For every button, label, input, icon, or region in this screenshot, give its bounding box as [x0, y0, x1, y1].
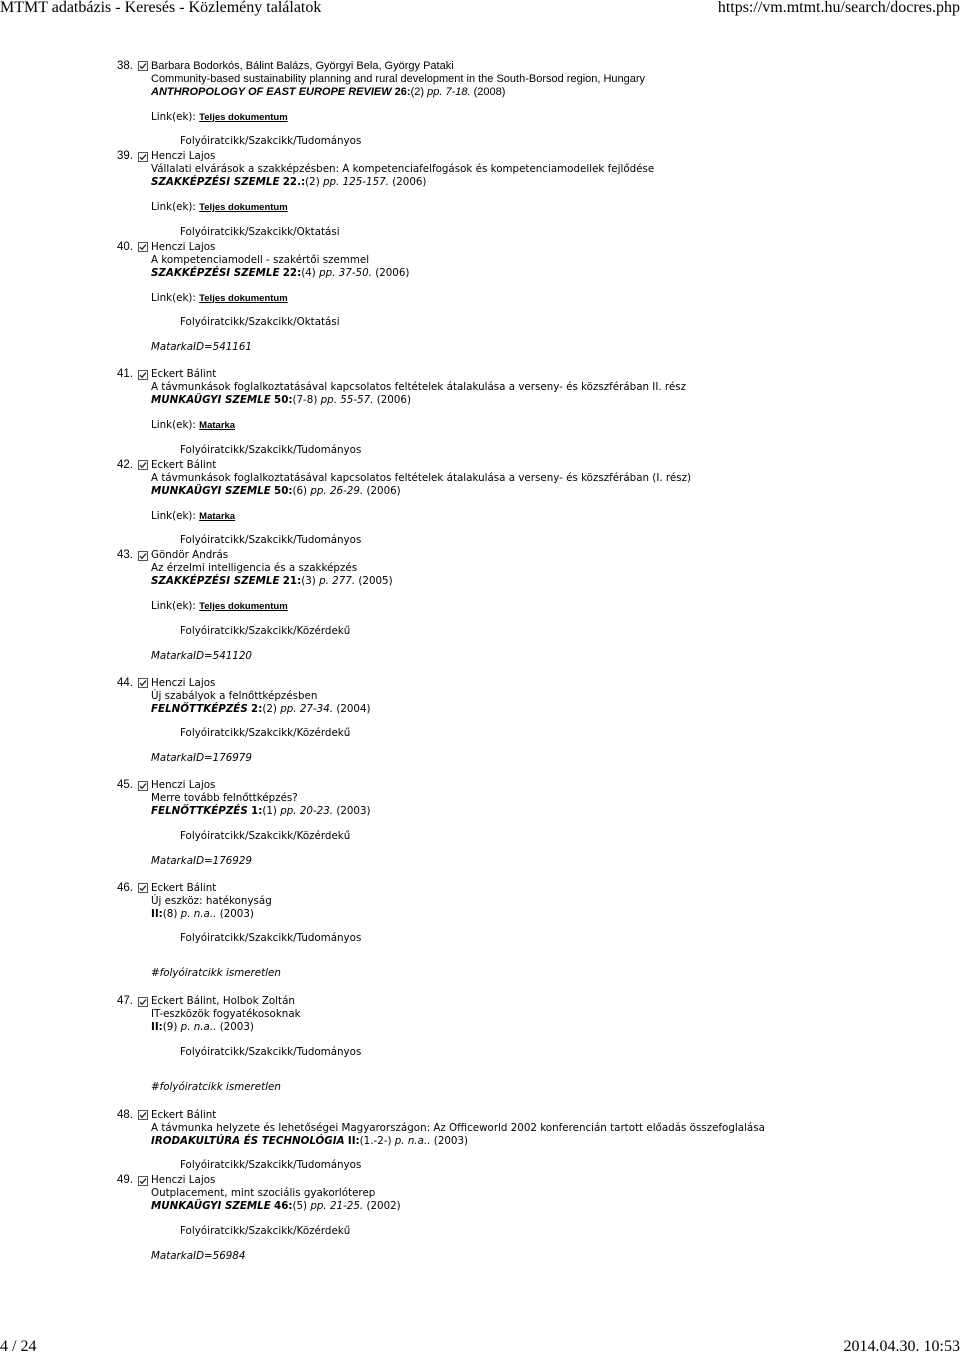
year: (2003): [219, 1021, 254, 1033]
result-entry: [0, 459, 960, 548]
pages: pp. 55-57.: [320, 394, 374, 406]
result-number: 47.: [117, 995, 133, 1007]
matarka-id: MatarkaID=541120: [151, 649, 252, 662]
source-line: [151, 394, 960, 407]
checked-checkbox-icon[interactable]: [138, 781, 148, 791]
source-line: [151, 1135, 960, 1148]
entry-citation: [151, 995, 960, 1034]
volume: 50:: [274, 484, 293, 497]
publication-type: Folyóiratcikk/Szakcikk/Tudományos: [180, 534, 362, 546]
issue: (7-8): [292, 394, 318, 406]
year: (2006): [375, 266, 410, 279]
links-row: [151, 419, 960, 432]
checked-checkbox-icon[interactable]: [138, 1176, 148, 1186]
checked-checkbox-icon[interactable]: [138, 551, 148, 561]
journal-name: ANTHROPOLOGY OF EAST EUROPE REVIEW: [151, 85, 392, 98]
pages: pp. 27-34.: [280, 702, 334, 715]
issue: (1): [262, 805, 277, 817]
document-link[interactable]: Matarka: [199, 420, 236, 431]
checked-checkbox-icon[interactable]: [138, 883, 148, 893]
entry-citation: [151, 1109, 960, 1148]
result-number: 46.: [117, 881, 133, 894]
page-header-title: MTMT adatbázis - Keresés - Közlemény találatok: [0, 0, 322, 16]
publication-type: Folyóiratcikk/Szakcikk/Tudományos: [180, 135, 362, 147]
publication-type: Folyóiratcikk/Szakcikk/Közérdekű: [180, 727, 351, 739]
authors: Henczi Lajos: [151, 1174, 216, 1186]
entry-citation: [151, 1174, 960, 1213]
authors: Eckert Bálint, Holbok Zoltán: [151, 995, 295, 1007]
journal-name: SZAKKÉPZÉSI SZEMLE: [151, 575, 280, 587]
result-number: 49.: [117, 1174, 133, 1186]
matarka-id: MatarkaID=176979: [151, 752, 252, 764]
checked-checkbox-icon[interactable]: [138, 1110, 148, 1120]
authors: Eckert Bálint: [151, 1108, 217, 1121]
pages: pp. 20-23.: [280, 805, 334, 817]
document-link[interactable]: Teljes dokumentum: [199, 202, 288, 213]
result-entry: [0, 150, 960, 239]
result-number: 48.: [117, 1108, 133, 1121]
result-number: 42.: [117, 458, 133, 471]
pages: pp. 26-29.: [310, 484, 364, 497]
source-line: [151, 485, 960, 498]
journal-name: IRODAKULTÚRA ÉS TECHNOLÓGIA: [151, 1134, 345, 1147]
publication-type: Folyóiratcikk/Szakcikk/Tudományos: [180, 932, 362, 944]
year: (2008): [473, 85, 506, 98]
journal-unknown-note: #folyóiratcikk ismeretlen: [151, 967, 281, 979]
publication-title: A kompetenciamodell - szakértői szemmel: [151, 253, 370, 266]
authors: Eckert Bálint: [151, 458, 217, 471]
year: (2006): [392, 176, 427, 188]
issue: (6): [292, 484, 308, 497]
issue: (8): [162, 907, 178, 920]
pages: pp. 37-50.: [319, 266, 372, 279]
volume: II:: [151, 907, 163, 920]
publication-title: A távmunkások foglalkoztatásával kapcsolatos feltételek átalakulása a verseny- és közszférában II. rész: [151, 381, 687, 393]
source-line: [151, 176, 960, 189]
result-entry: [0, 1109, 960, 1173]
issue: (2): [410, 85, 425, 98]
checked-checkbox-icon[interactable]: [138, 678, 148, 688]
links-label: Link(ek):: [151, 110, 196, 123]
source-line: [151, 1021, 960, 1034]
links-row: [151, 201, 960, 214]
document-link[interactable]: Teljes dokumentum: [199, 111, 288, 123]
authors: Eckert Bálint: [151, 368, 217, 380]
publication-type: Folyóiratcikk/Szakcikk/Tudományos: [180, 1045, 362, 1058]
volume: 22:: [282, 266, 302, 279]
search-results-list: [0, 60, 960, 1277]
result-number: 45.: [117, 779, 133, 791]
publication-title: Outplacement, mint szociális gyakorlóterep: [151, 1187, 376, 1199]
source-line: [151, 703, 960, 716]
page-counter: 4 / 24: [0, 1338, 37, 1355]
journal-name: MUNKAÜGYI SZEMLE: [151, 394, 271, 406]
volume: 21:: [282, 575, 302, 587]
publication-title: Új eszköz: hatékonyság: [151, 894, 272, 907]
pages: p. n.a..: [180, 907, 217, 920]
year: (2004): [336, 702, 371, 715]
checked-checkbox-icon[interactable]: [138, 370, 148, 380]
result-number: 43.: [117, 549, 133, 561]
publication-title: Community-based sustainability planning and rural development in the South-Borsod region, Hungary: [151, 72, 646, 85]
links-row: [151, 292, 960, 305]
authors: Henczi Lajos: [151, 240, 216, 253]
issue: (2): [262, 702, 277, 715]
links-row: [151, 510, 960, 523]
issue: (9): [162, 1021, 178, 1033]
links-label: Link(ek):: [151, 600, 196, 612]
entry-citation: [151, 779, 960, 818]
print-datetime: 2014.04.30. 10:53: [843, 1338, 960, 1355]
publication-type: Folyóiratcikk/Szakcikk/Közérdekű: [180, 624, 351, 637]
result-entry: [0, 882, 960, 994]
publication-title: Vállalati elvárások a szakképzésben: A kompetenciafelfogások és kompetenciamodellek fejlődése: [151, 163, 655, 175]
result-entry: [0, 60, 960, 149]
pages: p. 277.: [319, 575, 356, 587]
result-entry: [0, 1174, 960, 1275]
entry-citation: [151, 677, 960, 716]
source-line: [151, 267, 960, 280]
journal-name: MUNKAÜGYI SZEMLE: [151, 484, 271, 497]
result-entry: [0, 549, 960, 675]
entry-citation: [151, 549, 960, 588]
authors: Henczi Lajos: [151, 150, 216, 162]
volume: II:: [151, 1021, 163, 1033]
volume: 22.:: [282, 176, 306, 188]
publication-type: Folyóiratcikk/Szakcikk/Oktatási: [180, 316, 340, 328]
matarka-id: MatarkaID=541161: [151, 341, 252, 353]
issue: (5): [292, 1200, 308, 1212]
result-entry: [0, 368, 960, 457]
volume: 50:: [274, 394, 293, 406]
publication-title: Új szabályok a felnőttképzésben: [151, 689, 318, 702]
journal-name: MUNKAÜGYI SZEMLE: [151, 1200, 271, 1212]
result-entry: [0, 677, 960, 778]
year: (2003): [219, 907, 254, 920]
year: (2006): [366, 484, 401, 497]
pages: pp. 7-18.: [427, 85, 471, 98]
links-row: [151, 600, 960, 613]
issue: (1.-2-): [359, 1134, 392, 1147]
issue: (3): [301, 575, 316, 587]
journal-name: SZAKKÉPZÉSI SZEMLE: [151, 266, 280, 279]
result-entry: [0, 995, 960, 1107]
matarka-id: MatarkaID=176929: [151, 854, 252, 867]
result-number: 44.: [117, 676, 133, 689]
publication-type: Folyóiratcikk/Szakcikk/Tudományos: [180, 443, 362, 456]
result-entry: [0, 241, 960, 367]
publication-type: Folyóiratcikk/Szakcikk/Közérdekű: [180, 829, 351, 842]
result-number: 41.: [117, 368, 133, 380]
entry-citation: [151, 241, 960, 280]
authors: Henczi Lajos: [151, 779, 216, 791]
document-link[interactable]: Teljes dokumentum: [199, 601, 288, 612]
year: (2002): [366, 1200, 401, 1212]
pages: pp. 125-157.: [323, 176, 389, 188]
publication-title: Merre tovább felnőttképzés?: [151, 792, 298, 804]
authors: Göndör András: [151, 549, 229, 561]
journal-name: FELNŐTTKÉPZÉS: [151, 805, 248, 817]
authors: Barbara Bodorkós, Bálint Balázs, Györgyi Bela, György Pataki: [151, 59, 454, 72]
matarka-id: MatarkaID=56984: [151, 1249, 246, 1262]
year: (2006): [376, 394, 411, 406]
result-number: 39.: [117, 150, 133, 162]
result-number: 38.: [117, 59, 133, 72]
volume: II:: [347, 1134, 360, 1147]
document-link[interactable]: Teljes dokumentum: [199, 292, 288, 304]
publication-type: Folyóiratcikk/Szakcikk/Tudományos: [180, 1159, 362, 1171]
checked-checkbox-icon[interactable]: [138, 61, 148, 71]
volume: 26:: [394, 85, 411, 98]
volume: 1:: [251, 805, 263, 817]
document-link[interactable]: Matarka: [199, 510, 236, 522]
authors: Henczi Lajos: [151, 676, 216, 689]
journal-unknown-note: #folyóiratcikk ismeretlen: [151, 1080, 281, 1093]
issue: (2): [305, 176, 320, 188]
result-entry: [0, 779, 960, 880]
year: (2005): [358, 575, 393, 587]
checked-checkbox-icon[interactable]: [138, 152, 148, 162]
volume: 46:: [274, 1200, 293, 1212]
issue: (4): [301, 266, 316, 279]
checked-checkbox-icon[interactable]: [138, 997, 148, 1007]
pages: p. n.a..: [180, 1021, 217, 1033]
year: (2003): [336, 805, 371, 817]
links-label: Link(ek):: [151, 509, 196, 522]
checked-checkbox-icon[interactable]: [138, 460, 148, 470]
pages: pp. 21-25.: [310, 1200, 364, 1212]
links-label: Link(ek):: [151, 201, 196, 213]
publication-title: IT-eszközök fogyatékosoknak: [151, 1008, 301, 1020]
links-label: Link(ek):: [151, 291, 196, 304]
authors: Eckert Bálint: [151, 881, 217, 894]
source-line: [151, 1200, 960, 1213]
page-header-url: https://vm.mtmt.hu/search/docres.php: [717, 0, 960, 16]
entry-citation: [151, 60, 960, 99]
journal-name: FELNŐTTKÉPZÉS: [151, 702, 248, 715]
source-line: [151, 86, 960, 99]
publication-title: Az érzelmi intelligencia és a szakképzés: [151, 562, 358, 574]
entry-citation: [151, 459, 960, 498]
source-line: [151, 575, 960, 588]
publication-type: Folyóiratcikk/Szakcikk/Közérdekű: [180, 1224, 351, 1237]
year: (2003): [433, 1134, 469, 1147]
journal-name: SZAKKÉPZÉSI SZEMLE: [151, 176, 280, 188]
source-line: [151, 805, 960, 818]
links-row: [151, 111, 960, 124]
entry-citation: [151, 882, 960, 921]
entry-citation: [151, 368, 960, 407]
publication-title: A távmunkások foglalkoztatásával kapcsolatos feltételek átalakulása a verseny- és közszférában (I. rész): [151, 471, 692, 484]
entry-citation: [151, 150, 960, 189]
links-label: Link(ek):: [151, 419, 196, 431]
publication-title: A távmunka helyzete és lehetőségei Magyarországon: Az Officeworld 2002 konferencián tartott előadás összefoglalása: [151, 1121, 765, 1134]
pages: p. n.a..: [394, 1134, 431, 1147]
result-number: 40.: [117, 240, 133, 253]
volume: 2:: [251, 702, 263, 715]
publication-type: Folyóiratcikk/Szakcikk/Oktatási: [180, 225, 340, 238]
checked-checkbox-icon[interactable]: [138, 242, 148, 252]
source-line: [151, 908, 960, 921]
